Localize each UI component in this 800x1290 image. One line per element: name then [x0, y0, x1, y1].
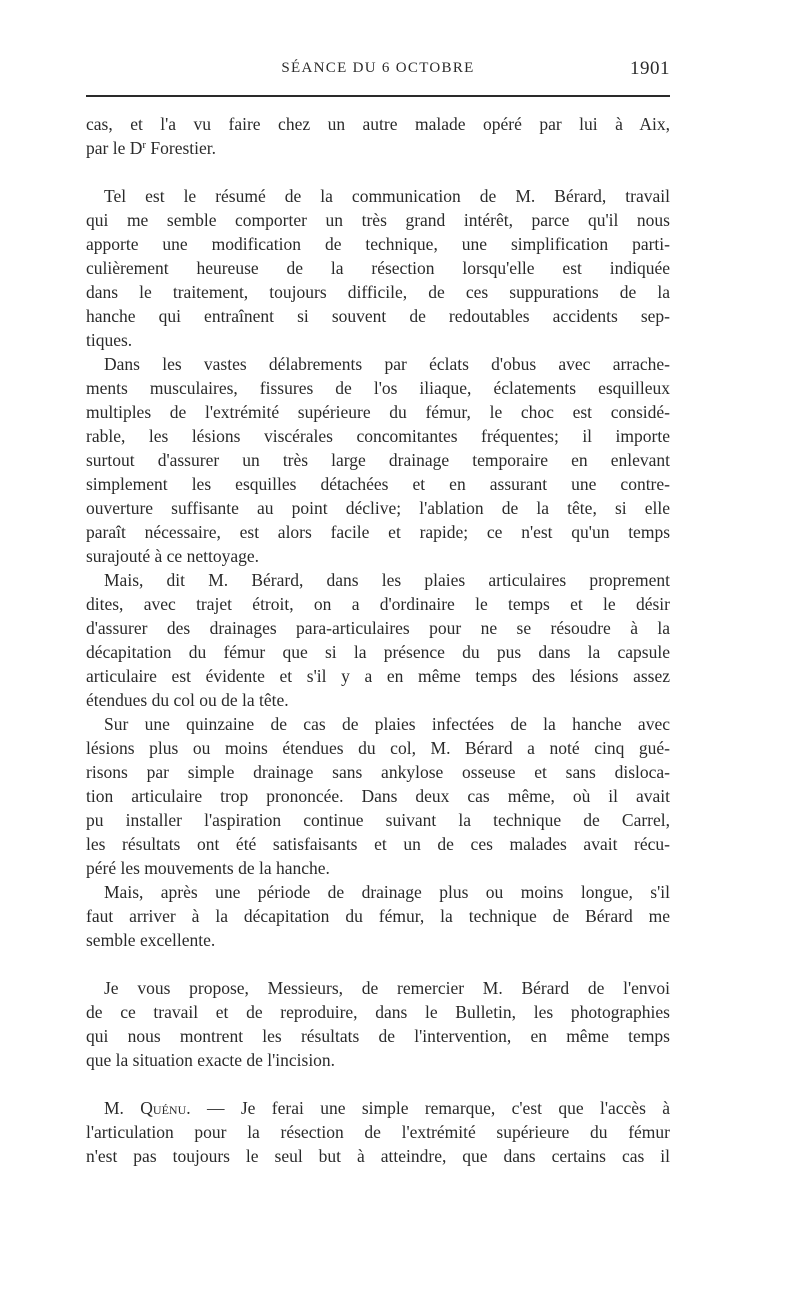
- text-line: dans le traitement, toujours difficile, de ces suppurations de la: [86, 282, 670, 302]
- paragraph-articular: [86, 568, 670, 712]
- page-header: [86, 58, 670, 88]
- text-line: pu installer l'aspiration continue suivant la technique de Carrel,: [86, 810, 670, 830]
- paragraph-quenu: [86, 1096, 670, 1168]
- text-line: Sur une quinzaine de cas de plaies infectées de la hanche avec: [104, 714, 670, 734]
- paragraph-gap: [86, 160, 670, 184]
- text-line: risons par simple drainage sans ankylose osseuse et sans disloca-: [86, 762, 670, 782]
- text-line: [86, 136, 670, 160]
- text-line: culièrement heureuse de la résection lorsqu'elle est indiquée: [86, 258, 670, 278]
- text-line: [86, 1096, 670, 1120]
- text-fragment: Forestier.: [146, 138, 217, 158]
- page-number: 1901: [630, 58, 670, 79]
- paragraph-summary: [86, 184, 670, 352]
- text-line: simplement les esquilles détachées et en assurant une contre-: [86, 474, 670, 494]
- text-line: les résultats ont été satisfaisants et un de ces malades avait récu-: [86, 834, 670, 854]
- text-line: étendues du col ou de la tête.: [86, 690, 289, 710]
- text-line: semble excellente.: [86, 930, 216, 950]
- paragraph-gap: [86, 952, 670, 976]
- text-line: Je vous propose, Messieurs, de remercier M. Bérard de l'envoi: [104, 978, 670, 998]
- paragraph-wounds: [86, 352, 670, 568]
- text-line: tiques.: [86, 330, 133, 350]
- text-line: articulaire est évidente et s'il y a en même temps des lésions assez: [86, 666, 670, 686]
- running-head: SÉANCE DU 6 OCTOBRE: [281, 60, 475, 76]
- text-line: hanche qui entraînent si souvent de redoutables accidents sep-: [86, 306, 670, 326]
- text-line: multiples de l'extrémité supérieure du fémur, le choc est considé-: [86, 402, 670, 422]
- text-line: Tel est le résumé de la communication de M. Bérard, travail: [104, 186, 670, 206]
- text-line: qui nous montrent les résultats de l'intervention, en même temps: [86, 1026, 670, 1046]
- text-line: surtout d'assurer un très large drainage temporaire en enlevant: [86, 450, 670, 470]
- text-fragment: — Je ferai une simple remarque, c'est que l'accès à: [190, 1098, 671, 1118]
- text-line: Mais, dit M. Bérard, dans les plaies articulaires proprement: [104, 570, 670, 590]
- text-line: décapitation du fémur que si la présence du pus dans la capsule: [86, 642, 670, 662]
- text-line: surajouté à ce nettoyage.: [86, 546, 259, 566]
- text-line: ments musculaires, fissures de l'os iliaque, éclatements esquilleux: [86, 378, 670, 398]
- text-line: lésions plus ou moins étendues du col, M. Bérard a noté cinq gué-: [86, 738, 670, 758]
- paragraph-technique: [86, 880, 670, 952]
- text-line: Dans les vastes délabrements par éclats d'obus avec arrache-: [104, 354, 670, 374]
- text-line: qui me semble comporter un très grand intérêt, parce qu'il nous: [86, 210, 670, 230]
- superscript: r: [142, 139, 147, 151]
- text-line: tion articulaire trop prononcée. Dans deux cas même, où il avait: [86, 786, 670, 806]
- header-rule: [86, 95, 670, 97]
- text-line: dites, avec trajet étroit, on a d'ordinaire le temps et le désir: [86, 594, 670, 614]
- text-fragment: par le D: [86, 138, 143, 158]
- text-line: cas, et l'a vu faire chez un autre malade opéré par lui à Aix,: [86, 114, 670, 134]
- paragraph-continuation: [86, 112, 670, 160]
- body-text: [86, 112, 670, 1168]
- paragraph-proposal: [86, 976, 670, 1072]
- text-line: rable, les lésions viscérales concomitantes fréquentes; il importe: [86, 426, 670, 446]
- text-line: paraît nécessaire, est alors facile et rapide; ce n'est qu'un temps: [86, 522, 670, 542]
- text-line: que la situation exacte de l'incision.: [86, 1050, 336, 1070]
- text-line: Mais, après une période de drainage plus ou moins longue, s'il: [104, 882, 670, 902]
- text-line: apporte une modification de technique, une simplification parti-: [86, 234, 670, 254]
- text-line: de ce travail et de reproduire, dans le Bulletin, les photographies: [86, 1002, 670, 1022]
- paragraph-gap: [86, 1072, 670, 1096]
- text-line: péré les mouvements de la hanche.: [86, 858, 330, 878]
- speaker-name: M. Quénu.: [104, 1098, 191, 1118]
- text-line: faut arriver à la décapitation du fémur, la technique de Bérard me: [86, 906, 670, 926]
- paragraph-cases: [86, 712, 670, 880]
- text-line: n'est pas toujours le seul but à atteindre, que dans certains cas il: [86, 1146, 670, 1166]
- text-line: d'assurer des drainages para-articulaires pour ne se résoudre à la: [86, 618, 670, 638]
- text-line: ouverture suffisante au point déclive; l'ablation de la tête, si elle: [86, 498, 670, 518]
- text-line: l'articulation pour la résection de l'extrémité supérieure du fémur: [86, 1122, 670, 1142]
